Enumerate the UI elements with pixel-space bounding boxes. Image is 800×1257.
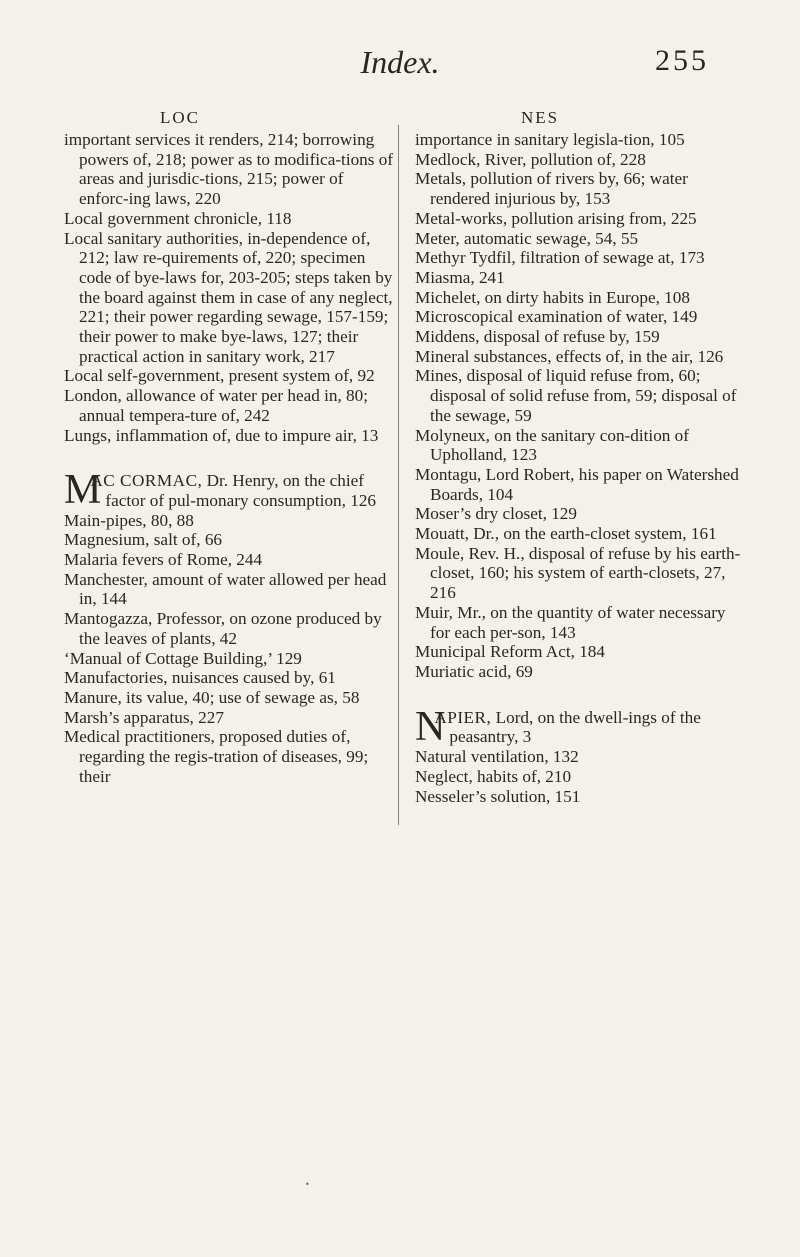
- index-entry: ‘Manual of Cottage Building,’ 129: [64, 648, 302, 668]
- index-entry: Meter, automatic sewage, 54, 55: [415, 228, 639, 248]
- index-entry: Mines, disposal of liquid refuse from, 60; disposal of solid refuse from, 59; disposal of the sewage, 59: [415, 366, 737, 425]
- index-entry: Manchester, amount of water allowed per head in, 144: [64, 569, 387, 609]
- index-entry: Molyneux, on the sanitary con-dition of Upholland, 123: [415, 425, 689, 465]
- section-entry-n: [415, 703, 745, 750]
- index-entry: Magnesium, salt of, 66: [64, 530, 223, 550]
- index-entry: Montagu, Lord Robert, his paper on Watershed Boards, 104: [415, 464, 739, 504]
- index-entry: Medical practitioners, proposed duties of, regarding the regis-tration of diseases, 99; their: [64, 727, 369, 786]
- section-first-word: APIER,: [434, 707, 492, 727]
- index-entry: Metal-works, pollution arising from, 225: [415, 208, 697, 228]
- index-entry: Main-pipes, 80, 88: [64, 510, 194, 530]
- index-entry: importance in sanitary legisla-tion, 105: [415, 130, 685, 149]
- column-divider: [398, 125, 399, 825]
- index-entry: Moser’s dry closet, 129: [415, 504, 577, 524]
- index-entry: Microscopical examination of water, 149: [415, 307, 698, 327]
- left-column-heading: LOC: [160, 108, 200, 127]
- index-entry: Local self-government, present system of, 92: [64, 366, 375, 386]
- index-entry: Moule, Rev. H., disposal of refuse by his earth-closet, 160; his system of earth-closets, 27, 216: [415, 543, 741, 603]
- section-entry-text: Lord, on the dwell-ings of the peasantry, 3: [449, 707, 701, 747]
- index-entry: Natural ventilation, 132: [415, 747, 579, 767]
- index-entry: Manufactories, nuisances caused by, 61: [64, 668, 336, 688]
- index-entry: London, allowance of water per head in, 80; annual tempera-ture of, 242: [64, 386, 369, 425]
- index-entry: Manure, its value, 40; use of sewage as, 58: [64, 687, 360, 707]
- index-entry: Neglect, habits of, 210: [415, 766, 572, 786]
- section-entry-text: Dr. Henry, on the chief factor of pul-monary consumption, 126: [105, 471, 377, 510]
- drop-initial-m: M: [64, 467, 102, 514]
- index-entry: important services it renders, 214; borrowing powers of, 218; power as to modifica-tions of areas and jurisdic-tions, 215; power of enforc-ing laws, 220: [64, 130, 394, 209]
- page-number: 255: [655, 44, 709, 77]
- index-entry: Medlock, River, pollution of, 228: [415, 149, 646, 169]
- right-column: [415, 130, 745, 806]
- index-entry: Malaria fevers of Rome, 244: [64, 550, 263, 570]
- section-entry-m: [64, 467, 394, 514]
- index-entry: Lungs, inflammation of, due to impure air, 13: [64, 425, 379, 445]
- index-entry: Local sanitary authorities, in-dependence of, 212; law re-quirements of, 220; specimen code of bye-laws for, 203-205; steps taken by the board against them in case of any neglect, 221; their power regarding sewage, 157-159; their power to make bye-laws, 127; their practical action in sanitary work, 217: [64, 228, 393, 366]
- footer-mark: •: [305, 1180, 310, 1189]
- index-entry: Local government chronicle, 118: [64, 208, 292, 228]
- left-column: [64, 130, 394, 787]
- section-first-word: AC CORMAC,: [90, 471, 203, 491]
- index-entry: Mantogazza, Professor, on ozone produced by the leaves of plants, 42: [64, 609, 382, 648]
- index-entry: Muriatic acid, 69: [415, 661, 533, 681]
- right-column-heading: NES: [520, 108, 560, 127]
- index-entry: Municipal Reform Act, 184: [415, 642, 605, 662]
- index-entry: Marsh’s apparatus, 227: [64, 707, 224, 727]
- index-entry: Metals, pollution of rivers by, 66; water rendered injurious by, 153: [415, 169, 688, 209]
- drop-initial-n: N: [415, 703, 446, 750]
- page-title: Index.: [360, 44, 440, 80]
- index-entry: Nesseler’s solution, 151: [415, 786, 581, 806]
- index-entry: Muir, Mr., on the quantity of water necessary for each per-son, 143: [415, 602, 726, 642]
- index-entry: Michelet, on dirty habits in Europe, 108: [415, 287, 690, 307]
- index-entry: Mineral substances, effects of, in the air, 126: [415, 346, 724, 366]
- index-entry: Miasma, 241: [415, 267, 505, 287]
- index-entry: Mouatt, Dr., on the earth-closet system, 161: [415, 524, 717, 544]
- index-entry: Middens, disposal of refuse by, 159: [415, 327, 660, 347]
- index-entry: Methyr Tydfil, filtration of sewage at, 173: [415, 248, 705, 268]
